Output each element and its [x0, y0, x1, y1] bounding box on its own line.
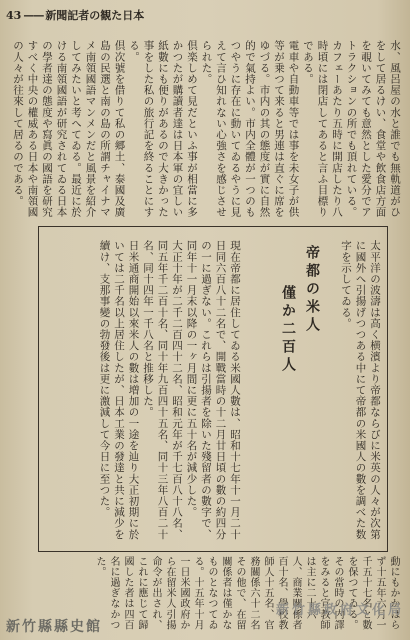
paragraph: 水、風呂屋の水と誰でも無軌道がひをして居るけい、食堂や飲食店方面を覗いてみても意然とした愛分でアトラクションの所でも頂れている。カフェーあたり五時に開店したり八時頃には閉店してあると言ふ目標りである。: [302, 40, 401, 218]
paragraph: 電車や自動車等では事を未女子が供等が乗つて来ると男連は直ぐに席をゆづる。市内の其の態度が實に自然的で氣持よい。市内全體が一つのもつやうに存在に動いてゐるやうに見えて言ひ知れない心強さを感じさせられた。: [200, 40, 300, 218]
article-lead: [320, 240, 382, 540]
paragraph: 倶次號を借りて私の郷土、泰國及廣島の民選と南の島の所謂チャイナマメ南領國語マンメンだと風景を紹介してみたいと考へてゐる。最近に於ける南領國語が研究されてゐる日本の學者達の態度や寫眞の國語を研究すべく中央の權威ある日本や南領國の人々が往來して居るのである。: [12, 40, 126, 218]
headline-line-2: 僅か二百人: [280, 285, 296, 375]
paragraph: 日米通商開始以來米人の數は増加の一途を辿り大正初期に於いては二千名以上居住したが、日本工業の發達と共に減少を續け、支那事變の勃發後は更に激減して今日に至つた。: [98, 240, 140, 540]
paragraph: 現在帝都に居住してゐる米國人數は、昭和十七年十一月二十日同六百八十二名で、開戰當時の十二月廿日頃の數の約四分の一に過ぎない。これらは引揚者を除いた殘留者の數字で、同年十一月末以降の一ヶ月間に更に五十名が減少した。: [185, 240, 241, 540]
headline-line-1: 帝都の米人: [304, 245, 320, 335]
watermark-left: 新竹縣縣史館: [6, 619, 102, 635]
page-number: 43: [6, 8, 22, 22]
paragraph: 倶楽しめて見だといふ事が相當に多かつたが購讀者達は日本軍の宜しい紙數にも便りがあるので大きかった事をした私の旅行記を終ることにする。: [128, 40, 198, 218]
header-dash: ——: [23, 8, 44, 22]
article-body: [44, 240, 242, 540]
top-text-block: [12, 40, 402, 218]
paragraph: 大正十年が二千二百四十二名、昭和元年が千七百八十八名、同五年千二百十名、同十年九百四十五名、同十三年八百二十名、同十四年一千八名と推移した。: [142, 240, 183, 540]
paragraph: 動にもかかはらず十五年六月一千五十七名と數を保つてゐる。その當時の内譯をみると宣教師は主に二十六人、商業關係者百十名、學校教師人十五名、官務關係六十二名その他で、在留關係者は僅かなものとなつてゐる。十五年十月一日米國政府から在留米人引揚命令が出され、これに應じて歸國した者は四百名に過ぎなかつた。: [94, 556, 399, 631]
paragraph: 太平洋の波濤は高く横濱より帝都ならびに米英の人々が次第に國外へ引揚げつつある中にて帝都の米國人の數を調べた数字を示してゐる。: [340, 240, 381, 540]
running-title: 新聞記者の観た日本: [45, 9, 145, 22]
article-headline: [264, 245, 324, 455]
page-header: [6, 6, 144, 24]
watermark-right: 新竹縣政府文化局: [275, 603, 404, 618]
bottom-text-block: [94, 556, 400, 638]
